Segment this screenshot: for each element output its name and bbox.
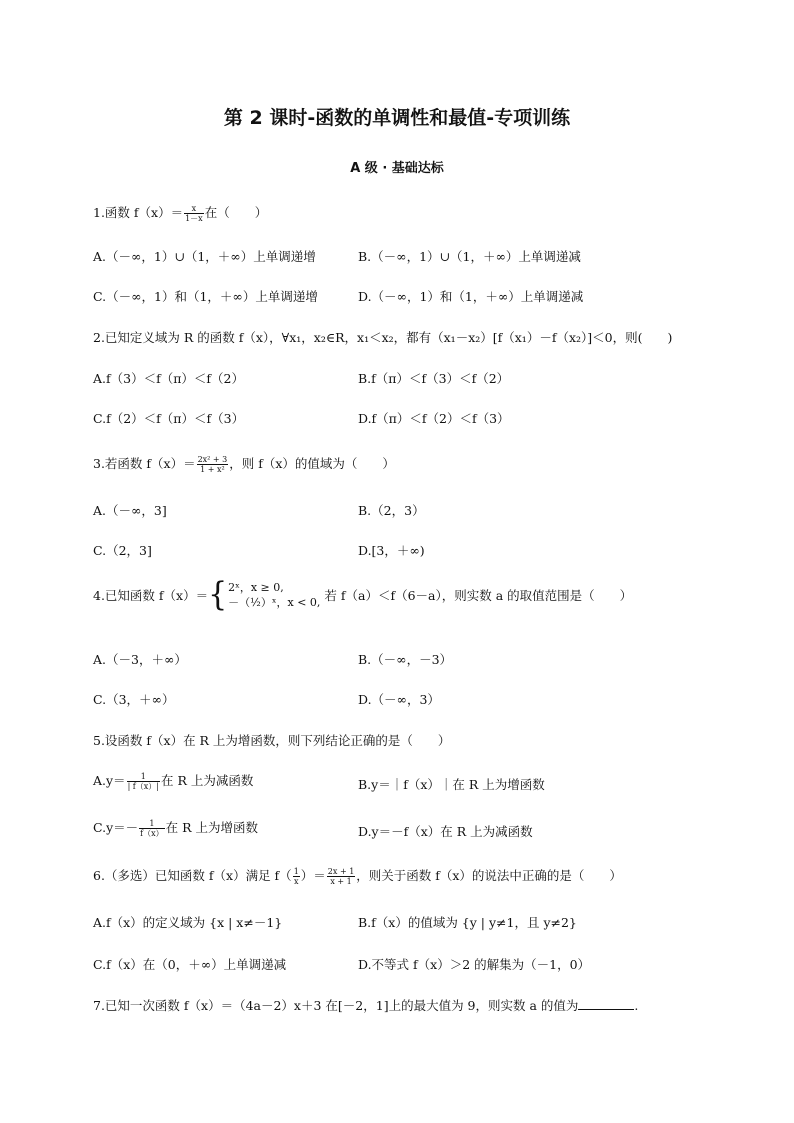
question-5-stem: 5.设函数 f（x）在 R 上为增函数，则下列结论正确的是（ ） [93,733,451,748]
question-6-option-b: B.f（x）的值域为 {y | y≠1，且 y≠2} [358,915,577,930]
question-1-option-d: D.（－∞，1）和（1，＋∞）上单调递减 [358,289,584,304]
question-5-option-d: D.y＝－f（x）在 R 上为减函数 [358,824,533,839]
question-1-option-a: A.（－∞，1）∪（1，＋∞）上单调递增 [93,249,316,264]
question-5-option-b: B.y＝｜f（x）｜在 R 上为增函数 [358,777,545,792]
question-4-option-c: C.（3，＋∞） [93,692,175,707]
section-subtitle: A 级 · 基础达标 [350,161,444,176]
question-2-option-b: B.f（π）＜f（3）＜f（2） [358,371,510,386]
piecewise-cases: 2ˣ，x ≥ 0, －（½）ˣ，x < 0, [228,581,321,609]
answer-blank[interactable] [578,997,634,1010]
fraction: $\frac{1}{x}$ [293,867,299,886]
question-4-stem: 4.已知函数 f（x）＝{ 2ˣ，x ≥ 0, －（½）ˣ，x < 0, 若 f（a）＜f（6－a），则实数 a 的取值范围是（ ） [93,575,633,614]
fraction: $\frac{2x + 1}{x + 1}$ [327,867,355,886]
question-3-option-b: B.（2，3） [358,503,425,518]
question-6-option-c: C.f（x）在（0，＋∞）上单调递减 [93,957,287,972]
question-6-option-d: D.不等式 f（x）＞2 的解集为（－1，0） [358,957,591,972]
question-3-option-a: A.（－∞，3] [93,503,167,518]
question-2-option-c: C.f（2）＜f（π）＜f（3） [93,411,245,426]
question-1-stem: 1.函数 f（x）＝ $\frac{x}{1-x}$ 在（ ） [93,204,268,223]
question-4-option-b: B.（－∞，－3） [358,652,453,667]
question-5-option-a: A.y＝ $\frac{1}{| f(x)|}$ 在 R 上为减函数 [93,772,254,791]
page-title: 第 2 课时-函数的单调性和最值-专项训练 [223,107,571,129]
question-6-option-a: A.f（x）的定义域为 {x | x≠－1} [93,915,283,930]
fraction: $\frac{x}{1-x}$ [185,204,203,223]
question-1-option-c: C.（－∞，1）和（1，＋∞）上单调递增 [93,289,318,304]
fraction: $\frac{1}{f(x)}$ [140,819,164,838]
question-4-option-a: A.（－3，＋∞） [93,652,187,667]
question-3-option-c: C.（2，3] [93,543,152,558]
question-5-option-c: C.y＝－ $\frac{1}{f(x)}$ 在 R 上为增函数 [93,819,258,838]
left-brace: { [208,575,228,614]
question-3-option-d: D.[3，＋∞) [358,543,425,558]
question-2-option-a: A.f（3）＜f（π）＜f（2） [93,371,245,386]
question-7-stem: 7.已知一次函数 f（x）＝（4a－2）x＋3 在[－2，1]上的最大值为 9，则实数 a 的值为 . [93,998,639,1013]
question-6-stem: 6.（多选）已知函数 f（x）满足 f（ $\frac{1}{x}$ ）＝ $\frac{2x + 1}{x + 1}$ ，则关于函数 f（x）的说法中正确的是（ ） [93,867,622,886]
question-1-option-b: B.（－∞，1）∪（1，＋∞）上单调递减 [358,249,581,264]
question-2-option-d: D.f（π）＜f（2）＜f（3） [358,411,510,426]
fraction: $\frac{\text{2x² + 3}}{\text{1 + x²}}$ [197,455,228,474]
question-3-stem: 3.若函数 f（x）＝ $\frac{\text{2x² + 3}}{\text{1 + x²}}$ ，则 f（x）的值域为（ ） [93,455,395,474]
question-2-stem: 2.已知定义域为 R 的函数 f（x），∀x₁，x₂∈R，x₁＜x₂，都有（x₁－x₂）[f（x₁）－f（x₂）]＜0，则( ) [93,330,673,345]
fraction: $\frac{1}{| f(x)|}$ [127,772,159,791]
question-4-option-d: D.（－∞，3） [358,692,440,707]
